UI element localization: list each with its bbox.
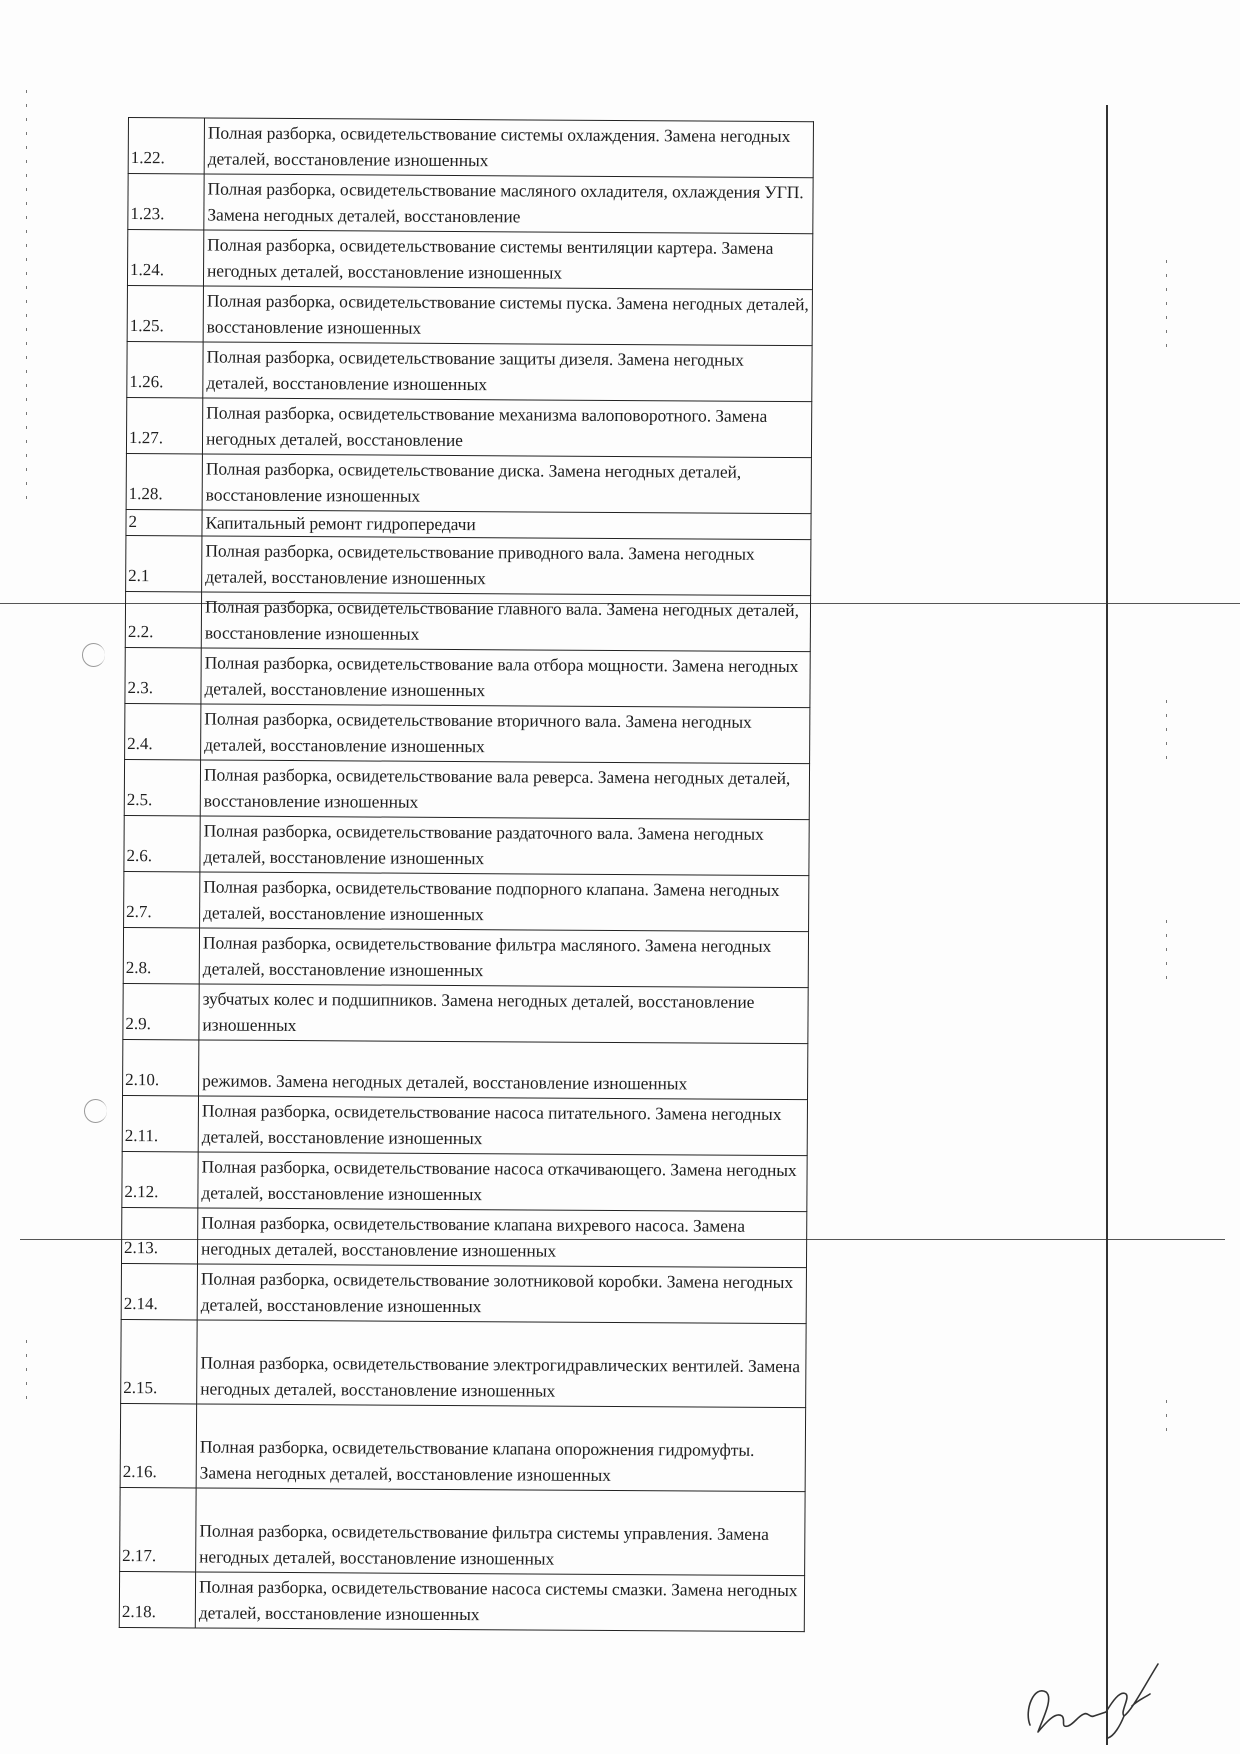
row-number: 1.22.: [128, 118, 204, 174]
row-number: 2.1: [126, 535, 202, 591]
row-number: 2.3.: [125, 647, 201, 703]
row-number: 2.13.: [121, 1207, 197, 1263]
row-description: Полная разборка, освидетельствование масляного охладителя, охлаждения УГП. Замена негодных деталей, восстановление: [204, 174, 813, 234]
table-row: [126, 453, 811, 513]
row-description: Полная разборка, освидетельствование клапана вихревого насоса. Замена негодных деталей, восстановление изношенных: [197, 1208, 806, 1268]
row-number: 1.25.: [127, 285, 203, 341]
scan-dots: [1166, 1400, 1167, 1440]
scan-dots: [26, 90, 27, 510]
table-row: [119, 1571, 804, 1631]
row-description: Полная разборка, освидетельствование насоса питательного. Замена негодных деталей, восстановление изношенных: [198, 1096, 807, 1156]
row-description: режимов. Замена негодных деталей, восстановление изношенных: [199, 1040, 808, 1100]
row-description: Полная разборка, освидетельствование электрогидравлических вентилей. Замена негодных деталей, восстановление изношенных: [197, 1320, 807, 1408]
table-row: [121, 1207, 806, 1267]
row-description: Полная разборка, освидетельствование вала отбора мощности. Замена негодных деталей, восстановление изношенных: [201, 648, 810, 708]
margin-line: [1106, 105, 1108, 1745]
row-number: 2.12.: [122, 1151, 198, 1207]
row-description: Полная разборка, освидетельствование системы вентиляции картера. Замена негодных деталей, восстановление изношенных: [203, 230, 812, 290]
table-row: [126, 397, 811, 457]
table-row: [128, 118, 813, 178]
row-number: 1.27.: [126, 397, 202, 453]
table-row: [123, 983, 808, 1043]
table-row: [120, 1403, 806, 1491]
row-description: Полная разборка, освидетельствование подпорного клапана. Замена негодных деталей, восстановление изношенных: [200, 872, 809, 932]
table-row: [125, 591, 810, 651]
row-description: Полная разборка, освидетельствование системы пуска. Замена негодных деталей, восстановление изношенных: [203, 286, 812, 346]
row-number: 2.6.: [124, 815, 200, 871]
row-description: Полная разборка, освидетельствование приводного вала. Замена негодных деталей, восстановление изношенных: [202, 536, 811, 596]
row-number: 2.14.: [121, 1263, 197, 1319]
row-description: Полная разборка, освидетельствование раздаточного вала. Замена негодных деталей, восстановление изношенных: [200, 816, 809, 876]
table-row: [122, 1095, 807, 1155]
table-row: [127, 341, 812, 401]
scan-dots: [26, 1340, 27, 1400]
table-row: [124, 815, 809, 875]
row-number: 2.16.: [120, 1403, 197, 1487]
row-number: 2.4.: [125, 703, 201, 759]
table-row: [127, 230, 812, 290]
row-description: Полная разборка, освидетельствование главного вала. Замена негодных деталей, восстановление изношенных: [201, 592, 810, 652]
row-number: 2.15.: [121, 1319, 198, 1403]
scan-dots: [1166, 700, 1167, 760]
row-number: 1.28.: [126, 453, 202, 509]
table-row: [126, 535, 811, 595]
row-description: Полная разборка, освидетельствование клапана опорожнения гидромуфты. Замена негодных деталей, восстановление изношенных: [196, 1404, 806, 1492]
table-row: [120, 1487, 806, 1575]
row-description: Полная разборка, освидетельствование фильтра масляного. Замена негодных деталей, восстановление изношенных: [199, 928, 808, 988]
row-number: 2.11.: [122, 1095, 198, 1151]
row-number: 2.8.: [123, 927, 199, 983]
row-number: 2.18.: [119, 1571, 195, 1627]
table-row: [124, 871, 809, 931]
table-row: [125, 647, 810, 707]
punch-hole-mark: [82, 643, 105, 667]
row-number: 2.7.: [124, 871, 200, 927]
row-number: 1.26.: [127, 341, 203, 397]
row-number: 2.10.: [123, 1039, 199, 1095]
row-description: Полная разборка, освидетельствование системы охлаждения. Замена негодных деталей, восстановление изношенных: [204, 118, 813, 178]
row-description: Полная разборка, освидетельствование защиты дизеля. Замена негодных деталей, восстановление изношенных: [203, 342, 812, 402]
table-row: [128, 174, 813, 234]
row-number: 1.23.: [128, 174, 204, 230]
scan-dots: [1166, 260, 1167, 350]
table-row: [121, 1319, 807, 1407]
row-description: Полная разборка, освидетельствование золотниковой коробки. Замена негодных деталей, восстановление изношенных: [197, 1264, 806, 1324]
row-number: 2.2.: [125, 591, 201, 647]
table-row: [127, 285, 812, 345]
table-row: [124, 759, 809, 819]
row-description: Полная разборка, освидетельствование вторичного вала. Замена негодных деталей, восстановление изношенных: [201, 704, 810, 764]
row-number: 2.9.: [123, 983, 199, 1039]
row-number: 2.17.: [120, 1487, 197, 1571]
row-description: Полная разборка, освидетельствование механизма валоповоротного. Замена негодных деталей, восстановление: [202, 398, 811, 458]
punch-hole-mark: [84, 1099, 107, 1123]
row-description: Полная разборка, освидетельствование вала реверса. Замена негодных деталей, восстановление изношенных: [200, 760, 809, 820]
table-row: [123, 1039, 808, 1099]
table-row: [125, 703, 810, 763]
table-row: [121, 1263, 806, 1323]
row-description: зубчатых колес и подшипников. Замена негодных деталей, восстановление изношенных: [199, 984, 808, 1044]
table-row: [123, 927, 808, 987]
repair-works-table: [119, 117, 814, 1632]
row-number: 1.24.: [127, 230, 203, 286]
row-number: 2.5.: [124, 759, 200, 815]
row-number: 2: [126, 509, 202, 535]
scan-dots: [1166, 920, 1167, 980]
row-description: Полная разборка, освидетельствование диска. Замена негодных деталей, восстановление изношенных: [202, 454, 811, 514]
row-description: Полная разборка, освидетельствование насоса откачивающего. Замена негодных деталей, восстановление изношенных: [198, 1152, 807, 1212]
handwritten-signature: [1020, 1650, 1170, 1740]
row-description: Капитальный ремонт гидропередачи: [202, 510, 811, 540]
row-description: Полная разборка, освидетельствование фильтра системы управления. Замена негодных деталей, восстановление изношенных: [196, 1488, 806, 1576]
table-row: [122, 1151, 807, 1211]
row-description: Полная разборка, освидетельствование насоса системы смазки. Замена негодных деталей, восстановление изношенных: [195, 1572, 804, 1632]
